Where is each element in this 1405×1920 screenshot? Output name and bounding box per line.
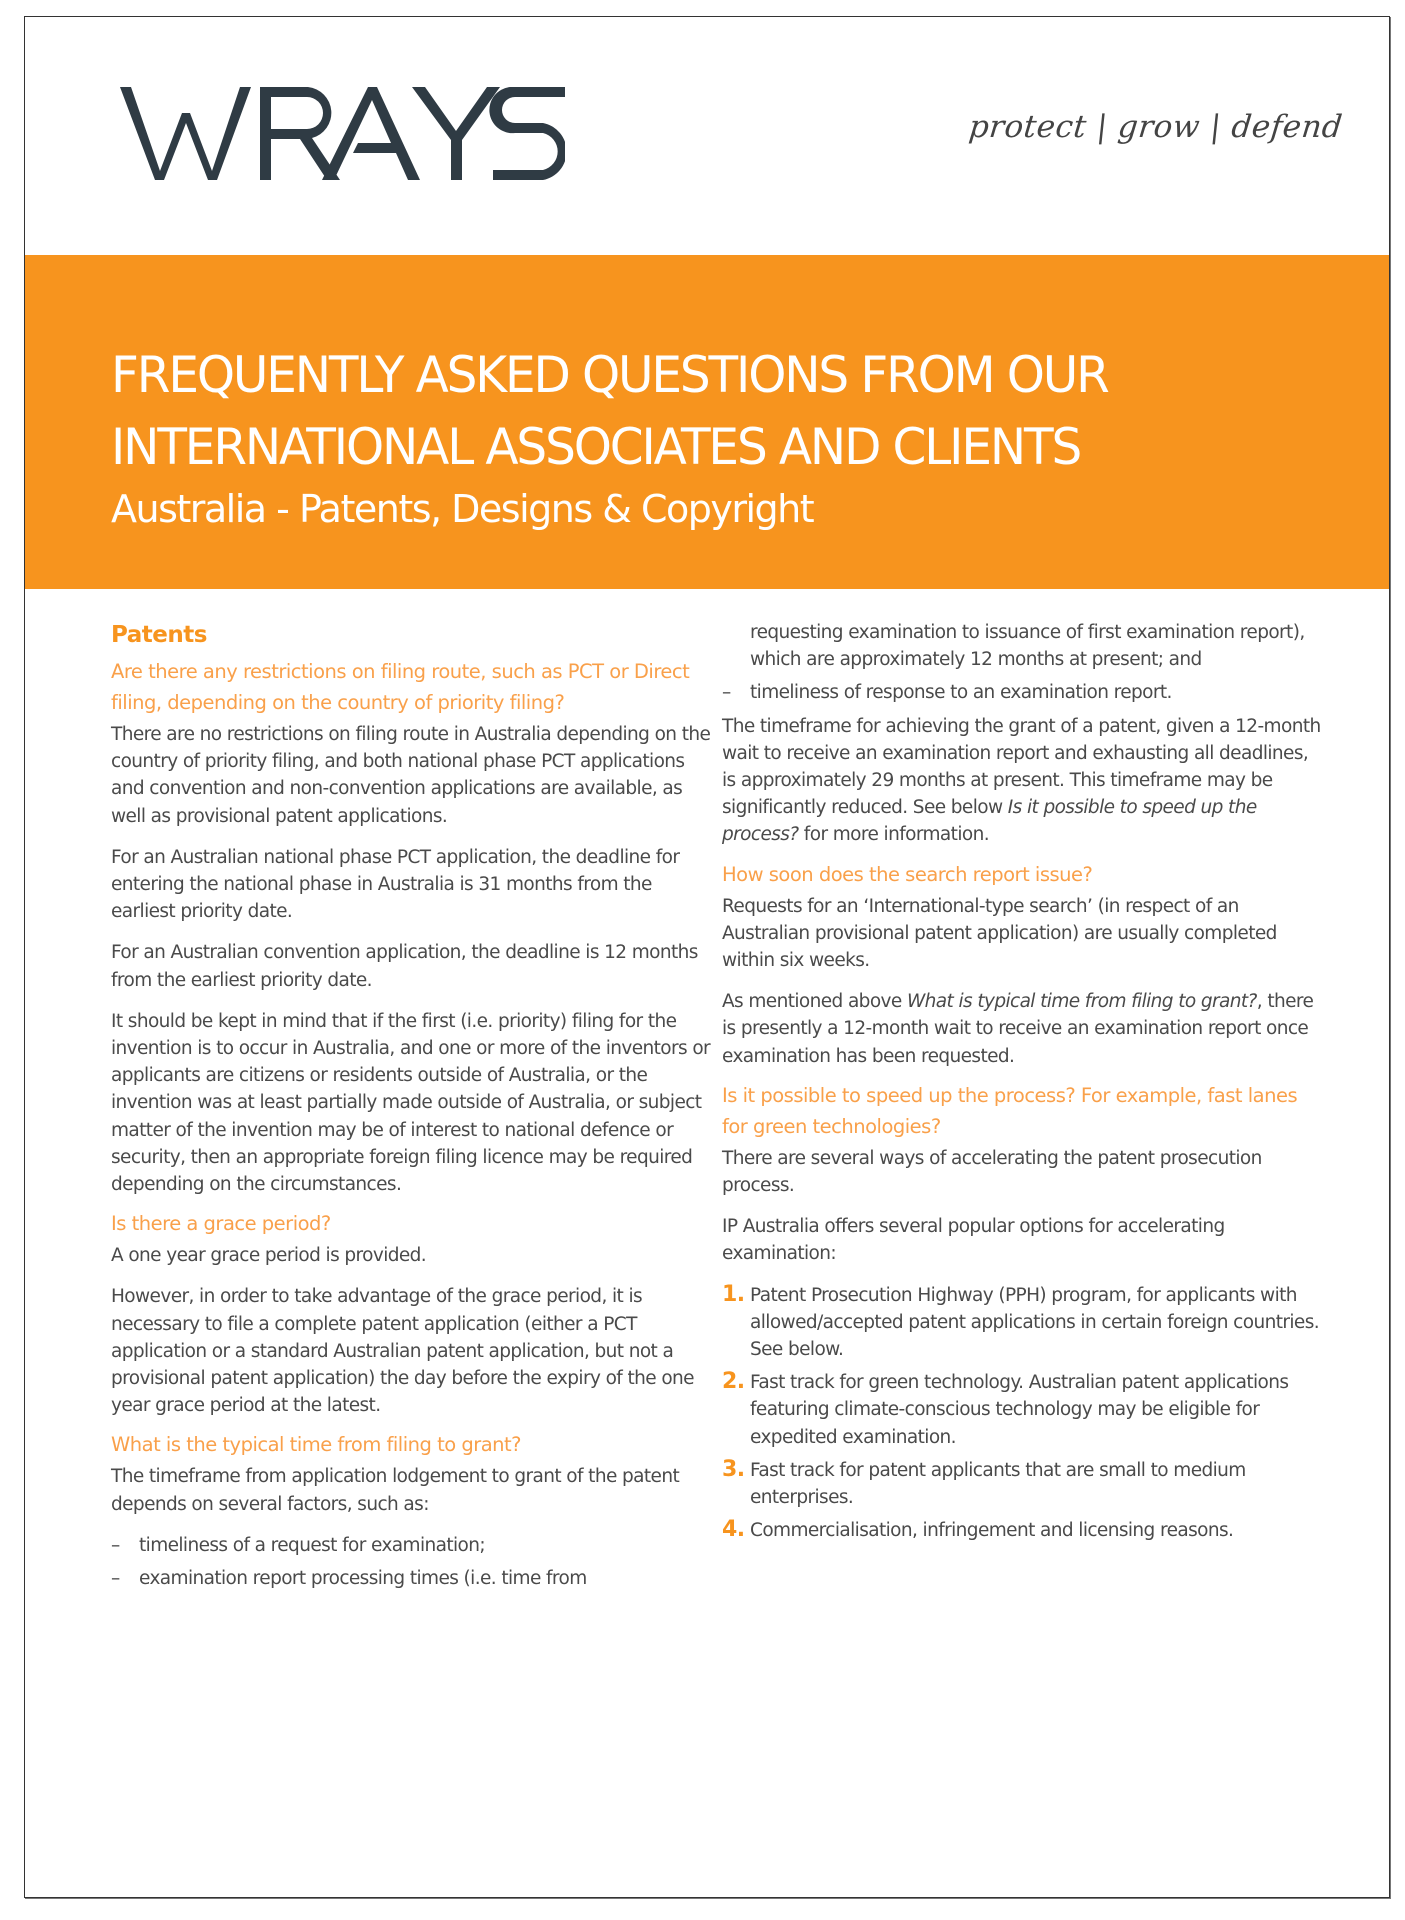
text-run: for more information. [798, 824, 989, 846]
page-title-line-1: FREQUENTLY ASKED QUESTIONS FROM OUR [111, 346, 1108, 404]
list-item [722, 1282, 1322, 1364]
faq-answer-paragraph [722, 988, 1322, 1070]
list-number: 3. [722, 1456, 745, 1482]
faq-question: What is the typical time from filing to grant? [111, 1433, 522, 1457]
list-item [111, 1532, 711, 1559]
faq-answer-paragraph: For an Australian convention application, the deadline is 12 months from the earliest priority date. [111, 942, 698, 991]
page-title-line-2: INTERNATIONAL ASSOCIATES AND CLIENTS [111, 418, 1081, 476]
faq-answer-paragraph: The timeframe from application lodgement to grant of the patent depends on several factors, such as: [111, 1466, 680, 1515]
faq-answer-paragraph: There are no restrictions on filing route in Australia depending on the country of priority filing, and both national phase PCT applications and convention and non-convention applications are available, as well as provisional patent applications. [111, 724, 711, 827]
list-item-text: timeliness of a request for examination; [139, 1534, 486, 1556]
document-page [24, 16, 1390, 1898]
faq-answer-paragraph: A one year grace period is provided. [111, 1245, 427, 1267]
list-number: 1. [722, 1281, 745, 1307]
right-column [722, 619, 1322, 1550]
list-item [111, 1565, 711, 1592]
acceleration-options-list [722, 1282, 1322, 1545]
wrays-logo [120, 83, 565, 183]
faq-question: How soon does the search report issue? [722, 862, 1093, 886]
list-item-text: Commercialisation, infringement and licensing reasons. [750, 1520, 1234, 1542]
list-item-text: timeliness of response to an examination report. [750, 682, 1172, 704]
section-heading-patents: Patents [111, 622, 207, 648]
dash-bullet-icon: – [111, 1568, 120, 1590]
faq-answer-paragraph: Requests for an ‘International-type search’ (in respect of an Australian provisional patent application) are usually completed within six weeks. [722, 895, 1277, 972]
list-item-text: examination report processing times (i.e. time from [139, 1568, 587, 1590]
dash-bullet-icon: – [722, 682, 731, 704]
list-number: 4. [722, 1517, 745, 1543]
title-banner [25, 255, 1389, 589]
page-subtitle: Australia - Patents, Designs & Copyright [111, 487, 814, 531]
list-item-text: Patent Prosecution Highway (PPH) program, for applicants with allowed/accepted patent applications in certain foreign countries. See below. [750, 1284, 1320, 1361]
cross-reference: Is it possible to speed up the process? [722, 797, 1257, 846]
faq-answer-paragraph: However, in order to take advantage of the grace period, it is necessary to file a complete patent application (either a PCT application or a standard Australian patent application, but not a provisional patent application) the day before the expiry of the one year grace period at the latest. [111, 1286, 694, 1417]
list-item [722, 1369, 1322, 1451]
faq-question: Is it possible to speed up the process? For example, fast lanes for green technologies? [722, 1083, 1298, 1138]
faq-answer-paragraph [722, 713, 1322, 849]
faq-question: Are there any restrictions on filing route, such as PCT or Direct filing, depending on the country of priority filing? [111, 660, 690, 714]
list-item [722, 679, 1322, 706]
text-run: As mentioned above [722, 991, 907, 1013]
faq-answer-paragraph: For an Australian national phase PCT application, the deadline for entering the national phase in Australia is 31 months from the earliest priority date. [111, 846, 680, 923]
tagline: protect | grow | defend [967, 109, 1345, 145]
dash-bullet-icon: – [111, 1534, 120, 1556]
faq-answer-paragraph: It should be kept in mind that if the first (i.e. priority) filing for the invention is to occur in Australia, and one or more of the inventors or applicants are citizens or residents outside of Australia, or the invention was at least partially made outside of Australia, or subject matter of the invention may be of interest to national defence or security, then an appropriate foreign filing licence may be required depending on the circumstances. [111, 1010, 711, 1196]
list-item [722, 1517, 1322, 1544]
text-run: The timeframe for achieving the grant of a patent, given a 12-month wait to receive an examination report and exhausting all deadlines, is approximately 29 months at present. This timeframe may be significantly reduced. See below [722, 715, 1321, 819]
cross-reference: What is typical time from filing to grant? [906, 991, 1257, 1013]
faq-question: Is there a grace period? [111, 1212, 331, 1236]
list-item [722, 1457, 1322, 1511]
faq-answer-paragraph: There are several ways of accelerating the patent prosecution process. [722, 1147, 1262, 1197]
list-item-continuation: requesting examination to issuance of first examination report), which are approximately 12 months at present; and [750, 622, 1305, 671]
list-item-text: Fast track for patent applicants that are small to medium enterprises. [750, 1459, 1246, 1509]
left-column [111, 621, 711, 1598]
list-item-text: Fast track for green technology. Australian patent applications featuring climate-conscious technology may be eligible for expedited examination. [750, 1372, 1289, 1448]
factor-list [111, 1532, 711, 1592]
text-run: , there is presently a 12-month wait to receive an examination report once examination has been requested. [722, 991, 1314, 1067]
faq-answer-paragraph: IP Australia offers several popular options for accelerating examination: [722, 1216, 1225, 1265]
list-number: 2. [722, 1369, 745, 1395]
page-title [111, 339, 1108, 483]
factor-list-continued [722, 679, 1322, 706]
